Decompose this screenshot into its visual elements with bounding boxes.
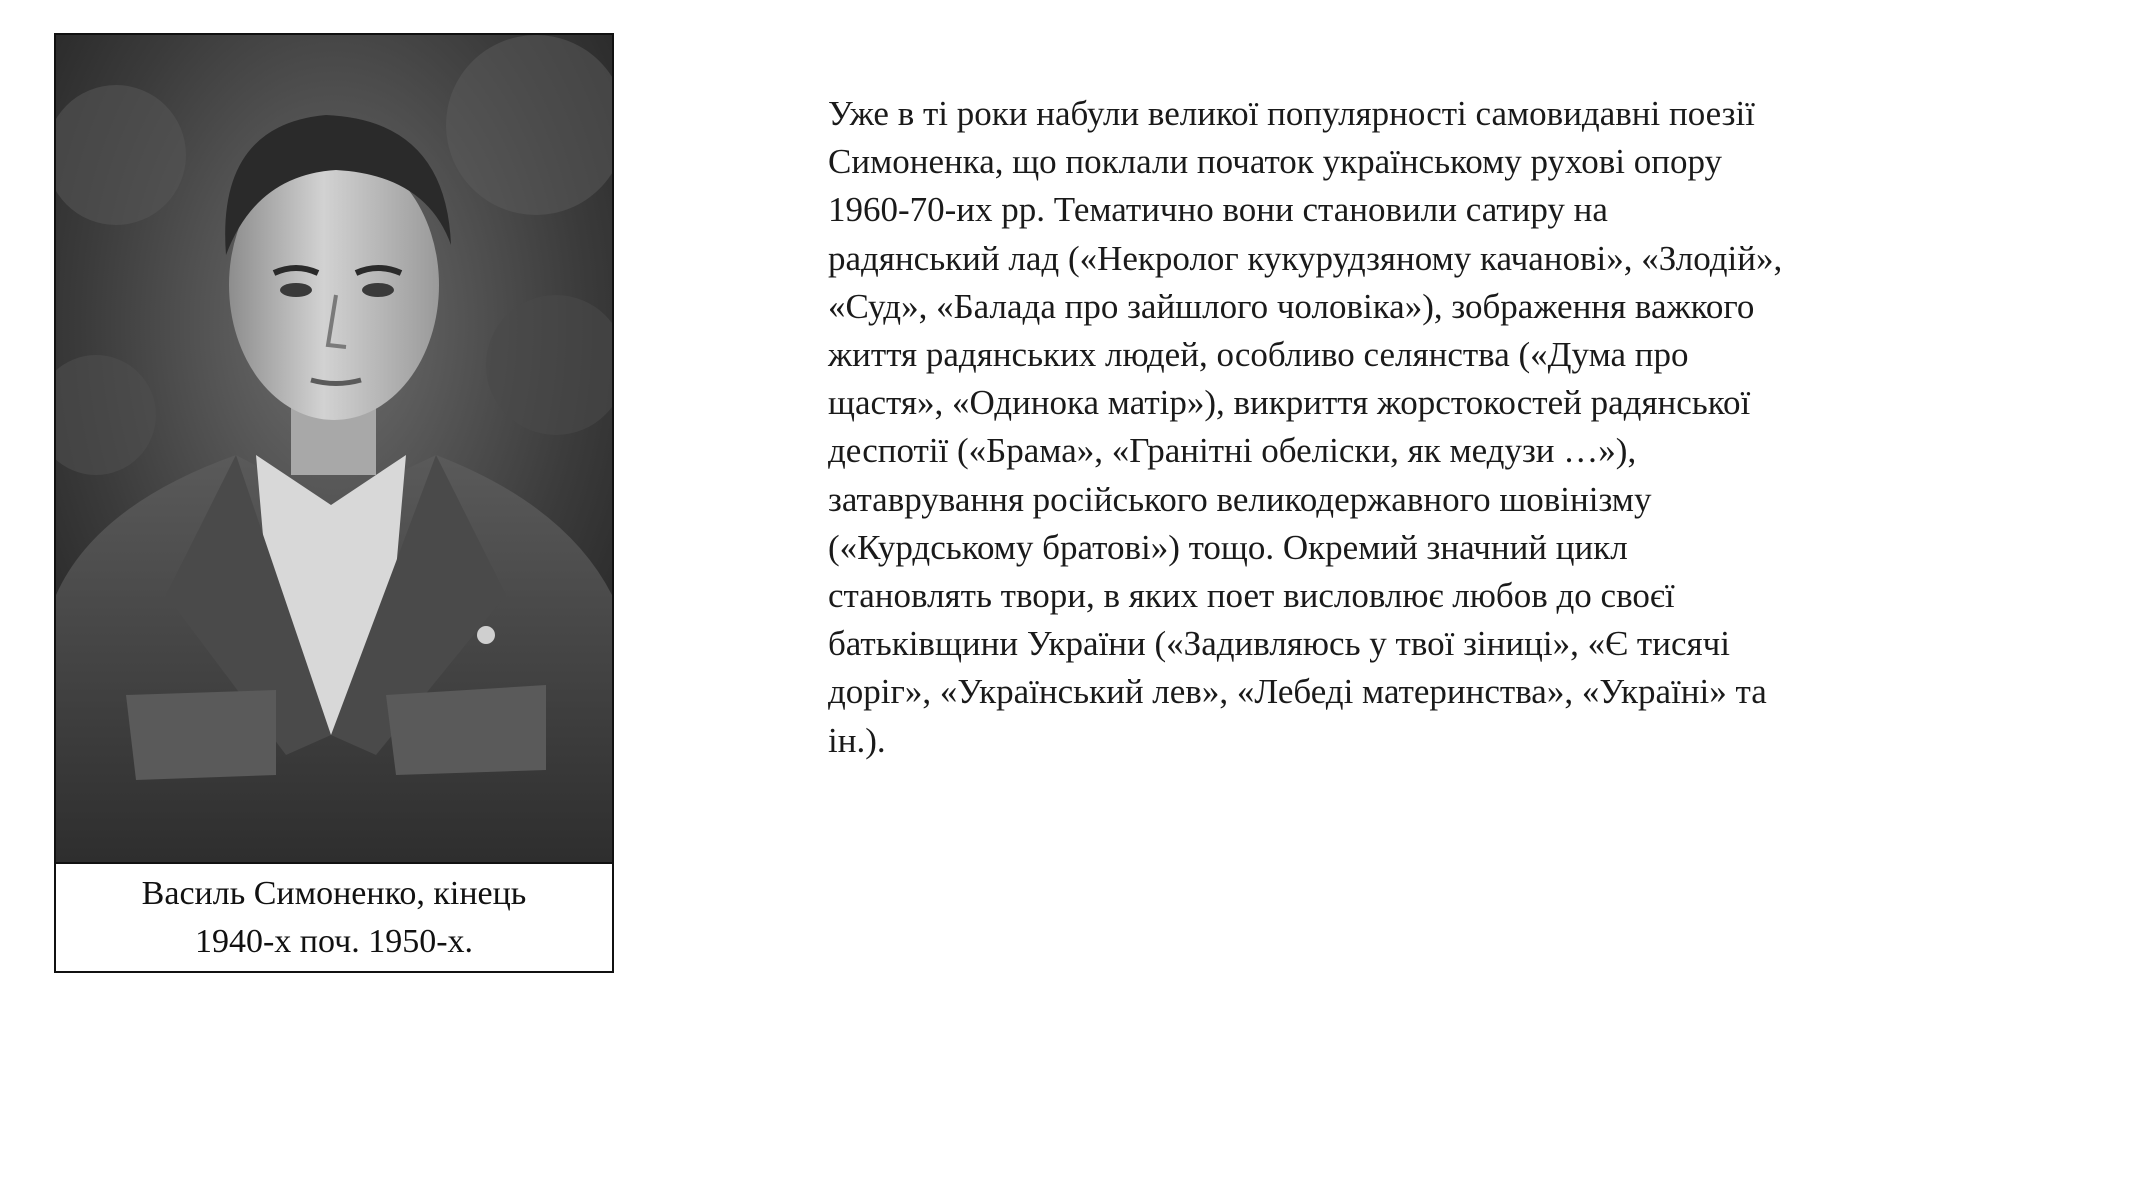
text-line: батьківщини України («Задивляюсь у твої зіниці», «Є тисячі (828, 624, 1730, 664)
text-line: радянський лад («Некролог кукурудзяному качанові», «Злодій», (828, 238, 1783, 278)
text-line: ін.). (828, 720, 886, 760)
text-line: щастя», «Одинока матір»), викриття жорстокостей радянської (828, 383, 1751, 423)
portrait-photo (56, 35, 612, 862)
text-line: Симоненка, що поклали початок українському рухові опору (828, 142, 1722, 182)
caption-line-2: 1940-х поч. 1950-х. (194, 922, 474, 960)
portrait-illustration (56, 35, 612, 862)
text-line: деспотії («Брама», «Гранітні обеліски, як медузи …»), (828, 431, 1637, 471)
text-line: Уже в ті роки набули великої популярності самовидавні поезії (828, 94, 1755, 133)
body-paragraph (828, 90, 1908, 765)
text-line: («Курдському братові») тощо. Окремий значний цикл (828, 527, 1628, 567)
caption-line-1: Василь Симоненко, кінець (141, 874, 527, 912)
photo-frame (54, 33, 614, 973)
text-line: затаврування російського великодержавного шовінізму (828, 479, 1652, 519)
text-line: «Суд», «Балада про зайшлого чоловіка»), зображення важкого (828, 286, 1755, 326)
photo-caption (56, 862, 612, 971)
text-line: 1960-70-их рр. Тематично вони становили сатиру на (828, 190, 1608, 230)
text-line: доріг», «Український лев», «Лебеді материнства», «Україні» та (828, 672, 1767, 712)
text-line: становлять твори, в яких поет висловлює любов до своєї (828, 576, 1675, 616)
text-line: життя радянських людей, особливо селянства («Дума про (828, 335, 1689, 375)
